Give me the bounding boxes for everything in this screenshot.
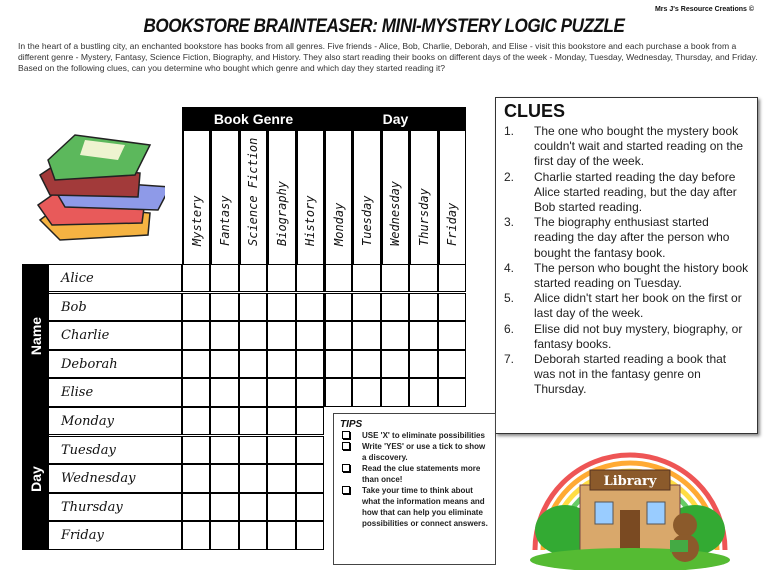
- grid-cell[interactable]: [409, 350, 437, 378]
- day-header: Day: [325, 107, 466, 131]
- grid-cell[interactable]: [296, 521, 324, 549]
- page-title: BOOKSTORE BRAINTEASER: MINI-MYSTERY LOGIC PUZZLE: [143, 16, 625, 37]
- grid-cell[interactable]: [267, 350, 295, 378]
- grid-cell[interactable]: [267, 407, 295, 435]
- grid-cell[interactable]: [438, 350, 466, 378]
- tip-text: USE 'X' to eliminate possibilities: [362, 431, 485, 440]
- grid-cell[interactable]: [267, 464, 295, 492]
- clue-number: 7.: [504, 352, 515, 367]
- grid-cell[interactable]: [239, 378, 267, 406]
- clue-item: [504, 291, 749, 321]
- clue-item: [504, 215, 749, 261]
- tip-item: [340, 485, 489, 529]
- grid-cell[interactable]: [324, 264, 352, 292]
- clue-number: 1.: [504, 124, 515, 138]
- checkbox-icon: [342, 431, 350, 439]
- column-label: Wednesday: [388, 180, 403, 246]
- grid-cell[interactable]: [210, 293, 238, 321]
- grid-cell[interactable]: [267, 436, 295, 464]
- grid-cell[interactable]: [267, 264, 295, 292]
- grid-cell[interactable]: [182, 264, 210, 292]
- grid-cell[interactable]: [210, 521, 238, 549]
- grid-cell[interactable]: [409, 321, 437, 349]
- grid-cell[interactable]: [409, 293, 437, 321]
- grid-cell[interactable]: [267, 521, 295, 549]
- grid-cell[interactable]: [182, 436, 210, 464]
- credit: Mrs J's Resource Creations ©: [654, 6, 754, 13]
- grid-cell[interactable]: [267, 378, 295, 406]
- name-side-label: Name: [22, 264, 49, 408]
- column-label: Friday: [445, 202, 460, 246]
- library-illustration: [525, 440, 735, 570]
- svg-text:Library: Library: [603, 474, 657, 489]
- clue-text: The one who bought the mystery book couldn't wait and started reading on the first day of the week.: [534, 124, 744, 169]
- grid-cell[interactable]: [296, 264, 324, 292]
- column-label: Monday: [331, 202, 346, 246]
- clue-text: The person who bought the history book started reading on Tuesday.: [534, 260, 749, 291]
- row-label-wednesday: Wednesday: [49, 464, 182, 492]
- grid-cell[interactable]: [296, 350, 324, 378]
- clue-number: 3.: [504, 215, 515, 230]
- tip-item: [340, 463, 489, 485]
- clue-item: [504, 170, 749, 216]
- grid-cell[interactable]: [210, 407, 238, 435]
- column-label: History: [303, 195, 318, 246]
- grid-cell[interactable]: [182, 407, 210, 435]
- grid-cell[interactable]: [296, 321, 324, 349]
- clue-item: [504, 352, 749, 398]
- grid-cell[interactable]: [210, 350, 238, 378]
- row-label-alice: Alice: [49, 264, 182, 292]
- column-header-fantasy: [210, 131, 238, 264]
- intro-question: Based on the following clues, can you determine who bought which genre and which day they started reading it?: [18, 63, 446, 73]
- grid-cell[interactable]: [210, 264, 238, 292]
- column-header-history: [296, 131, 324, 264]
- clue-number: 2.: [504, 169, 515, 184]
- row-label-bob: Bob: [49, 293, 182, 321]
- grid-cell[interactable]: [381, 321, 409, 349]
- grid-cell[interactable]: [438, 264, 466, 292]
- column-label: Thursday: [416, 188, 431, 246]
- column-header-thursday: [409, 131, 437, 264]
- grid-cell[interactable]: [381, 264, 409, 292]
- grid-cell[interactable]: [352, 293, 380, 321]
- tip-text: Take your time to think about what the information means and how that can help you eliminate possibilities or connect answers.: [362, 486, 488, 528]
- column-label: Science Fiction: [246, 137, 261, 246]
- column-header-wednesday: [381, 131, 409, 264]
- tip-item: [340, 441, 489, 463]
- clue-text: Deborah started reading a book that was not in the fantasy genre on Thursday.: [534, 352, 727, 397]
- row-label-tuesday: Tuesday: [49, 436, 182, 464]
- clue-number: 5.: [504, 291, 515, 306]
- grid-cell[interactable]: [409, 264, 437, 292]
- column-label: Tuesday: [360, 195, 375, 246]
- grid-cell[interactable]: [239, 436, 267, 464]
- clues-box: [495, 97, 758, 434]
- grid-cell[interactable]: [182, 350, 210, 378]
- grid-cell[interactable]: [381, 378, 409, 406]
- grid-cell[interactable]: [381, 293, 409, 321]
- grid-cell[interactable]: [381, 350, 409, 378]
- grid-cell[interactable]: [182, 521, 210, 549]
- column-label: Biography: [274, 180, 289, 246]
- grid-cell[interactable]: [239, 264, 267, 292]
- checkbox-icon: [342, 464, 350, 472]
- clue-text: Charlie started reading the day before Alice started reading, but the day after Bob started reading.: [534, 169, 737, 215]
- grid-cell[interactable]: [324, 321, 352, 349]
- grid-cell[interactable]: [182, 378, 210, 406]
- grid-cell[interactable]: [352, 378, 380, 406]
- clue-item: [504, 261, 749, 291]
- grid-cell[interactable]: [296, 378, 324, 406]
- grid-cell[interactable]: [324, 293, 352, 321]
- tip-item: [340, 430, 489, 441]
- tips-box: [333, 413, 496, 565]
- clues-title: CLUES: [504, 101, 566, 121]
- grid-cell[interactable]: [409, 378, 437, 406]
- clue-number: 4.: [504, 260, 515, 275]
- row-label-thursday: Thursday: [49, 493, 182, 521]
- clue-item: [504, 322, 749, 352]
- grid-cell[interactable]: [438, 321, 466, 349]
- grid-cell[interactable]: [239, 407, 267, 435]
- grid-cell[interactable]: [239, 293, 267, 321]
- row-label-friday: Friday: [49, 521, 182, 549]
- grid-cell[interactable]: [239, 493, 267, 521]
- grid-cell[interactable]: [239, 321, 267, 349]
- grid-cell[interactable]: [239, 350, 267, 378]
- grid-cell[interactable]: [352, 350, 380, 378]
- column-header-science-fiction: [239, 131, 267, 264]
- clue-item: [504, 124, 749, 170]
- column-header-biography: [267, 131, 295, 264]
- grid-cell[interactable]: [296, 407, 324, 435]
- grid-cell[interactable]: [210, 321, 238, 349]
- grid-cell[interactable]: [182, 293, 210, 321]
- column-header-mystery: [182, 131, 210, 264]
- grid-cell[interactable]: [296, 293, 324, 321]
- grid-cell[interactable]: [239, 464, 267, 492]
- grid-cell[interactable]: [210, 464, 238, 492]
- grid-cell[interactable]: [438, 378, 466, 406]
- row-label-deborah: Deborah: [49, 350, 182, 378]
- grid-cell[interactable]: [267, 493, 295, 521]
- column-label: Mystery: [189, 195, 204, 246]
- tip-text: Write 'YES' or use a tick to show a discovery.: [362, 442, 486, 462]
- grid-cell[interactable]: [296, 436, 324, 464]
- checkbox-icon: [342, 442, 350, 450]
- intro-text: [18, 41, 758, 74]
- column-header-tuesday: [352, 131, 380, 264]
- row-label-charlie: Charlie: [49, 321, 182, 349]
- tip-text: Read the clue statements more than once!: [362, 464, 481, 484]
- column-label: Fantasy: [218, 195, 233, 246]
- grid-cell[interactable]: [210, 493, 238, 521]
- grid-cell[interactable]: [438, 293, 466, 321]
- grid-cell[interactable]: [239, 521, 267, 549]
- grid-cell[interactable]: [352, 264, 380, 292]
- grid-cell[interactable]: [210, 436, 238, 464]
- grid-cell[interactable]: [352, 321, 380, 349]
- clue-text: Elise did not buy mystery, biography, or fantasy books.: [534, 321, 743, 351]
- day-side-label: Day: [22, 408, 49, 550]
- grid-cell[interactable]: [324, 350, 352, 378]
- grid-cell[interactable]: [267, 321, 295, 349]
- grid-cell[interactable]: [296, 493, 324, 521]
- clue-text: Alice didn't start her book on the first or last day of the week.: [534, 291, 742, 321]
- books-stack-icon: [30, 125, 165, 245]
- clue-text: The biography enthusiast started reading the day after the person who bought the fantasy book.: [534, 215, 730, 260]
- grid-cell[interactable]: [267, 293, 295, 321]
- grid-cell[interactable]: [182, 464, 210, 492]
- row-label-elise: Elise: [49, 378, 182, 406]
- grid-cell[interactable]: [296, 464, 324, 492]
- tips-title: TIPS: [340, 419, 363, 430]
- grid-cell[interactable]: [182, 321, 210, 349]
- intro-paragraph: In the heart of a bustling city, an enchanted bookstore has books from all genres. Five friends - Alice, Bob, Charlie, Deborah, and Elise - visit this bookstore and each purchase a book from a different genre - Mystery, Fantasy, Science Fiction, Biography, and History. They also start reading their books on different days of the week - Monday, Tuesday, Wednesday, Thursday, and Friday.: [18, 41, 758, 62]
- checkbox-icon: [342, 486, 350, 494]
- row-label-monday: Monday: [49, 407, 182, 435]
- clue-number: 6.: [504, 321, 515, 336]
- grid-cell[interactable]: [182, 493, 210, 521]
- grid-cell[interactable]: [324, 378, 352, 406]
- genre-header: Book Genre: [182, 107, 325, 131]
- grid-cell[interactable]: [210, 378, 238, 406]
- column-header-friday: [438, 131, 466, 264]
- column-header-monday: [324, 131, 352, 264]
